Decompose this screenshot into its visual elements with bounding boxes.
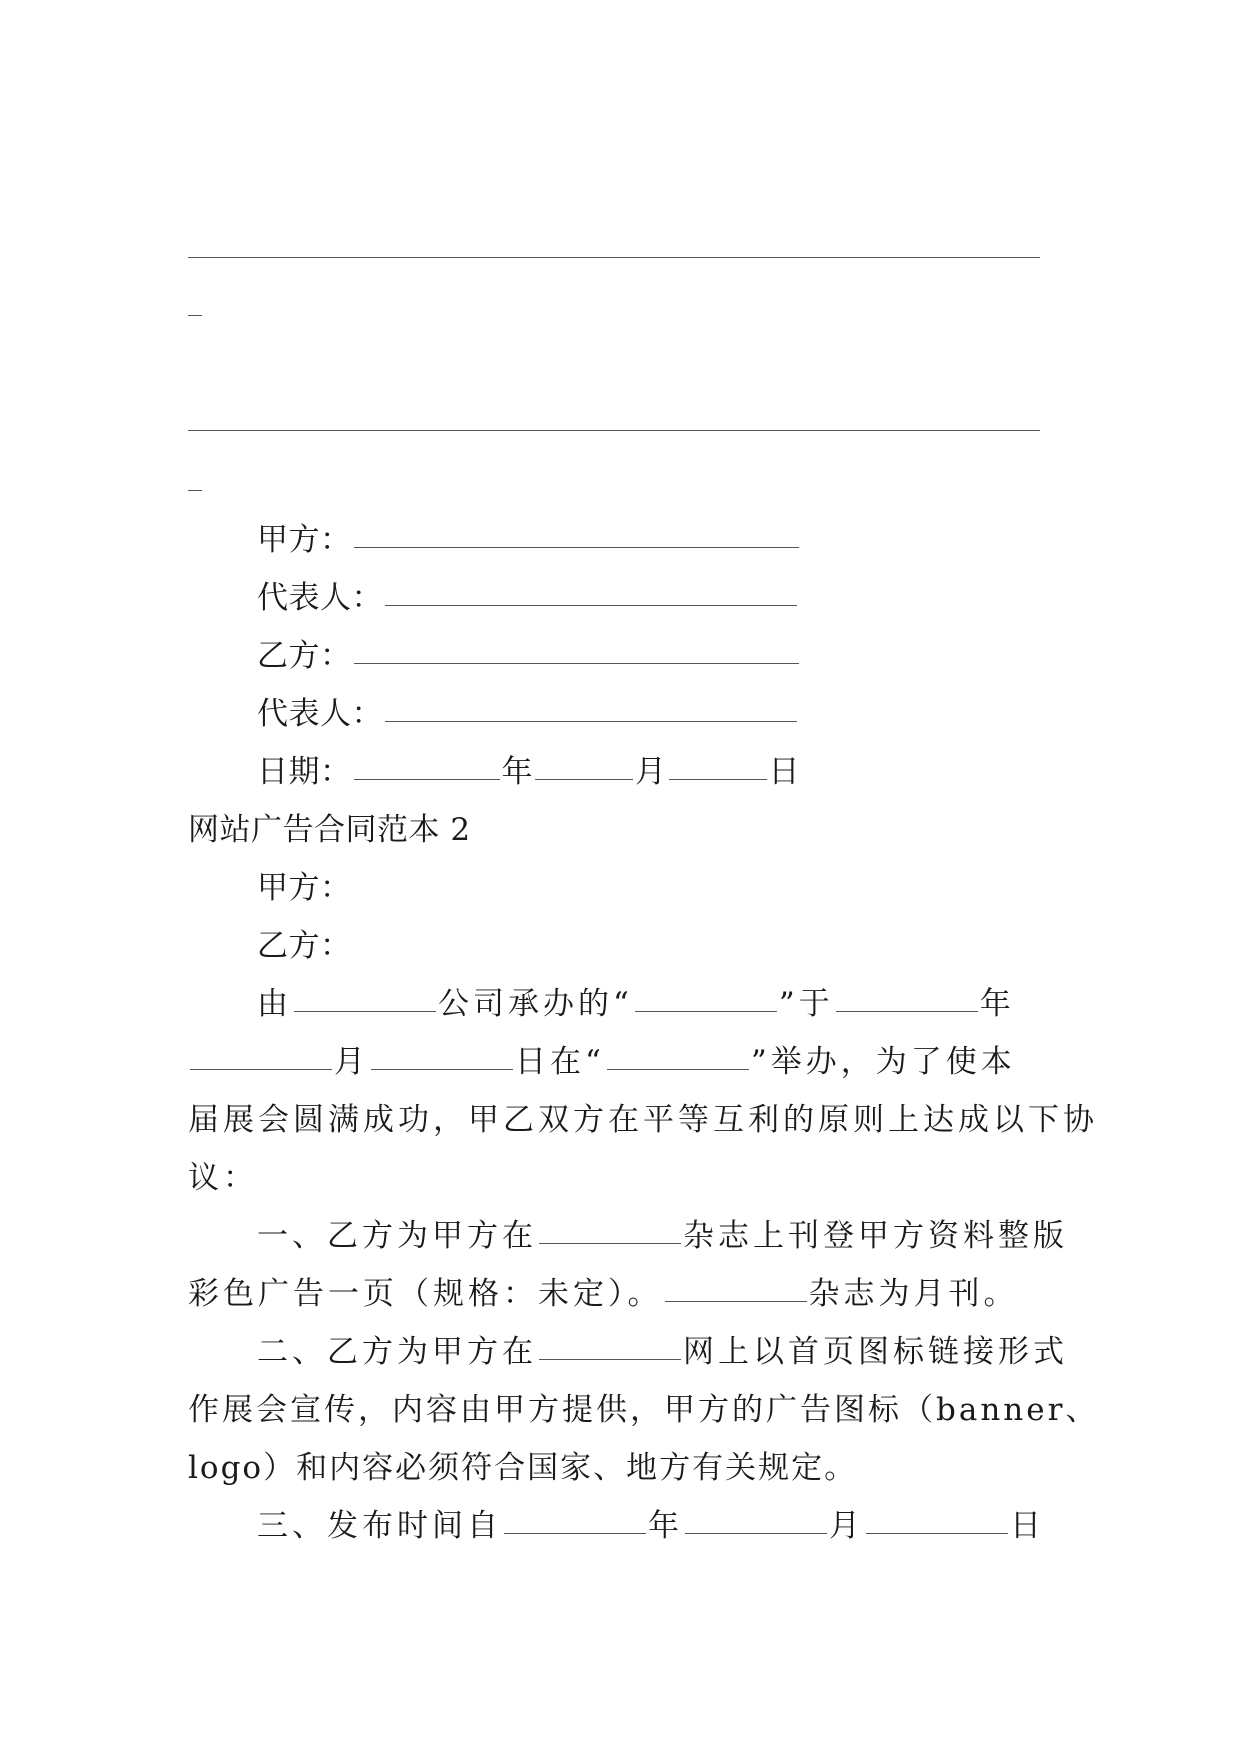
intro-blank-company <box>294 1010 436 1012</box>
clause3-blank-year <box>504 1532 646 1534</box>
date-line <box>257 752 800 792</box>
party-a-line <box>257 520 801 560</box>
s2-party-b: 乙方： <box>257 928 352 964</box>
clause2-line-1 <box>257 1332 1068 1372</box>
clause3-blank-day <box>866 1532 1008 1534</box>
party-b-label: 乙方： <box>257 638 352 674</box>
intro-text-1: 由 <box>257 986 292 1022</box>
intro-text-4: 年 <box>979 986 1015 1022</box>
party-b-line <box>257 636 801 676</box>
rep-a-blank <box>385 604 797 606</box>
date-month: 月 <box>635 754 667 790</box>
clause3-text-a: 三、发布时间自 <box>257 1508 502 1544</box>
section-title: 网站广告合同范本 2 <box>188 812 471 848</box>
intro-line-3: 届展会圆满成功，甲乙双方在平等互利的原则上达成以下协 <box>188 1102 1098 1138</box>
clause3-text-c: 月 <box>829 1508 864 1544</box>
rep-b-line <box>257 694 799 734</box>
clause3-text-d: 日 <box>1010 1508 1045 1544</box>
clause2-blank-site <box>539 1358 681 1360</box>
intro-text-5: 月 <box>334 1044 369 1080</box>
date-year-blank <box>354 778 500 780</box>
s2-party-a: 甲方： <box>257 870 352 906</box>
blank-rule-2 <box>188 430 1040 431</box>
clause2-line-2: 作展会宣传，内容由甲方提供，甲方的广告图标（banner、 <box>188 1392 1100 1428</box>
rep-b-blank <box>385 720 797 722</box>
intro-line-2 <box>188 1042 1016 1082</box>
rep-a-label: 代表人： <box>257 580 383 616</box>
clause1-text-b: 杂志上刊登甲方资料整版 <box>683 1218 1068 1254</box>
date-label: 日期： <box>257 754 352 790</box>
date-day-blank <box>669 778 767 780</box>
clause3-line-1 <box>257 1506 1045 1546</box>
party-a-label: 甲方： <box>257 522 352 558</box>
intro-blank-venue <box>607 1068 749 1070</box>
date-month-blank <box>535 778 633 780</box>
rep-b-label: 代表人： <box>257 696 383 732</box>
blank-rule-2-tail <box>188 490 202 491</box>
blank-rule-1-tail <box>188 315 202 316</box>
clause1-line-1 <box>257 1216 1068 1256</box>
clause1-text-c: 彩色广告一页（规格：未定）。 <box>188 1276 663 1312</box>
clause1-text-a: 一、乙方为甲方在 <box>257 1218 537 1254</box>
intro-blank-event <box>635 1010 777 1012</box>
date-day: 日 <box>768 754 800 790</box>
date-year: 年 <box>501 754 533 790</box>
intro-blank-year <box>836 1010 978 1012</box>
intro-line-4: 议： <box>188 1160 258 1196</box>
clause3-blank-month <box>685 1532 827 1534</box>
intro-text-2: 公司承办的“ <box>438 986 633 1022</box>
intro-text-7: ”举办，为了使本 <box>750 1044 1016 1080</box>
clause1-text-d: 杂志为月刊。 <box>808 1276 1019 1312</box>
blank-rule-1 <box>188 257 1040 258</box>
clause1-blank-magazine-2 <box>665 1300 807 1302</box>
clause1-blank-magazine <box>539 1242 681 1244</box>
clause1-line-2 <box>188 1274 1019 1314</box>
intro-text-3: ”于 <box>778 986 834 1022</box>
clause2-line-3: logo）和内容必须符合国家、地方有关规定。 <box>188 1450 858 1486</box>
party-a-blank <box>354 546 799 548</box>
rep-a-line <box>257 578 799 618</box>
intro-blank-month <box>190 1068 332 1070</box>
clause3-text-b: 年 <box>648 1508 683 1544</box>
party-b-blank <box>354 662 799 664</box>
intro-blank-day <box>371 1068 513 1070</box>
clause2-text-a: 二、乙方为甲方在 <box>257 1334 537 1370</box>
intro-text-6: 日在“ <box>515 1044 605 1080</box>
intro-line-1 <box>257 984 1015 1024</box>
clause2-text-b: 网上以首页图标链接形式 <box>683 1334 1068 1370</box>
